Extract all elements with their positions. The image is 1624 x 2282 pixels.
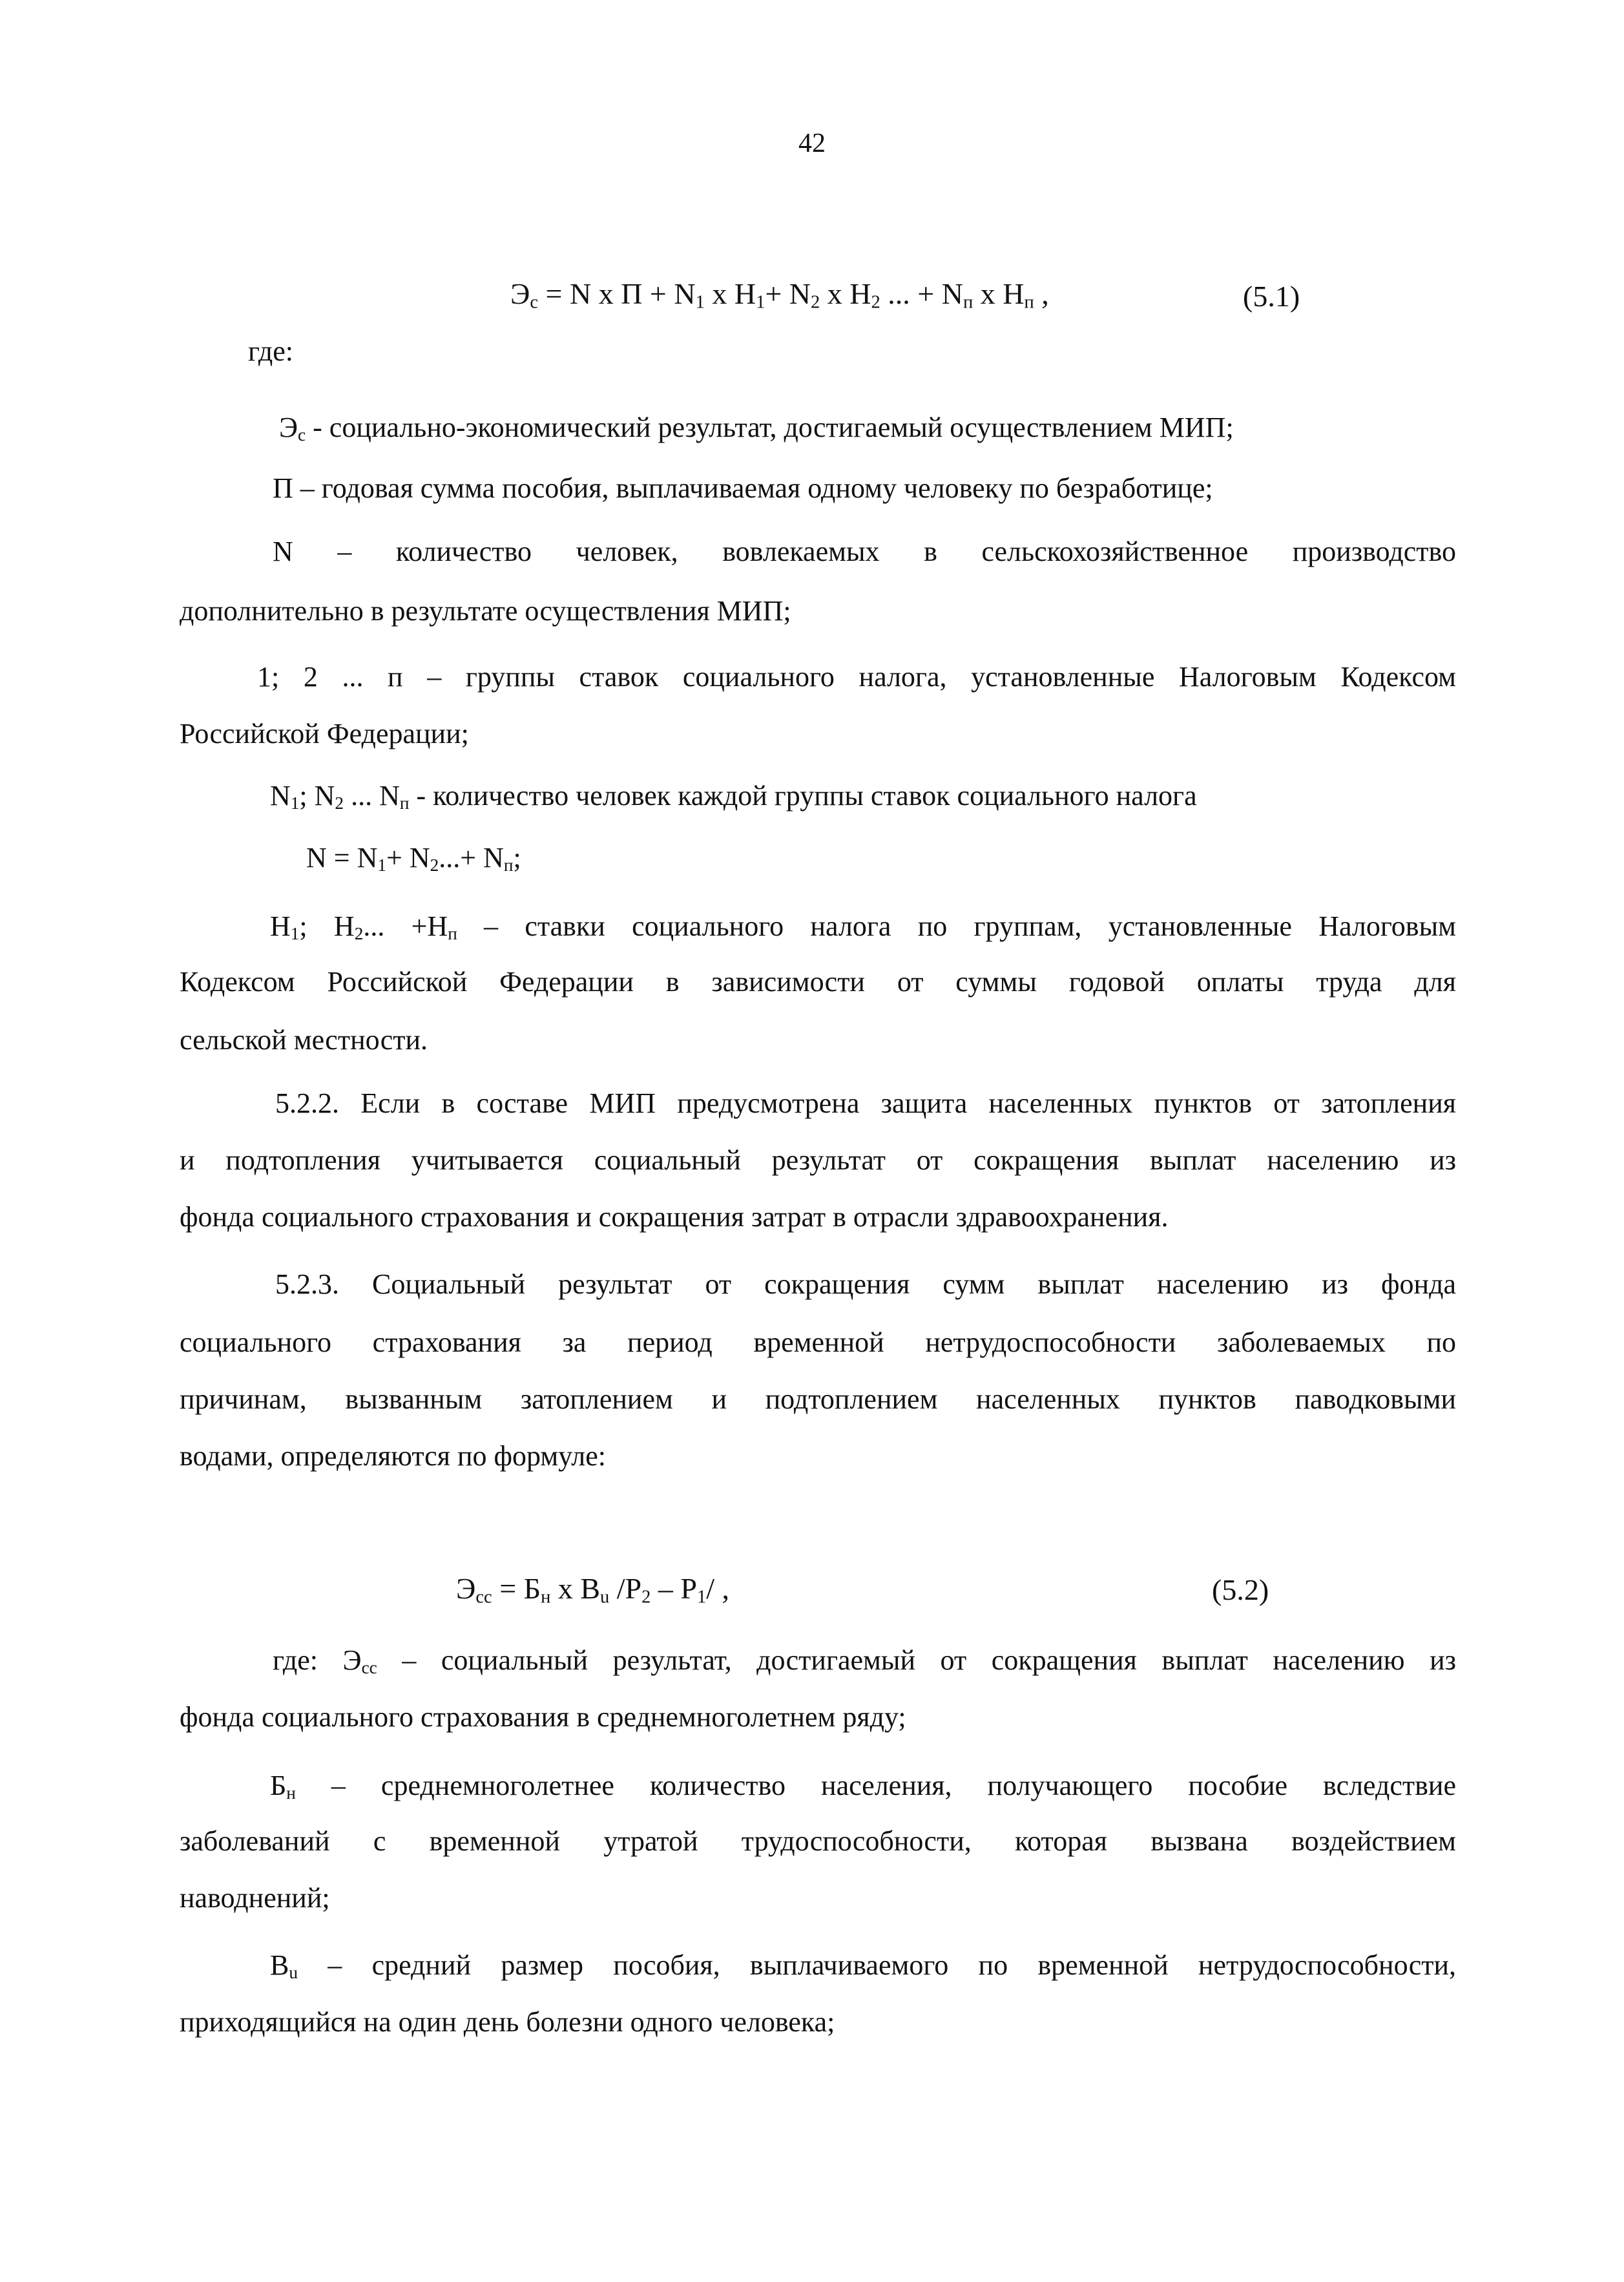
paragraph-5-2-2-line1: 5.2.2. Если в составе МИП предусмотрена защита населенных пунктов от затопления xyxy=(275,1087,1456,1119)
definition-n-sum: $N = N_1+ N_2...+ N_п$; xyxy=(306,842,521,875)
definition-bn-line3: наводнений; xyxy=(180,1882,330,1914)
definition-groups-line2: Российской Федерации; xyxy=(180,718,469,749)
formula-5-2-number: (5.2) xyxy=(1212,1573,1269,1606)
paragraph-5-2-3-line3: причинам, вызванным затоплением и подтоплением населенных пунктов паводковыми xyxy=(180,1383,1456,1415)
definition-rates-line1: $Н_1$; $Н_2$... $+Н_п$ – ставки социального налога по группам, установленные Налоговым xyxy=(270,910,1456,943)
formula-5-1-number: (5.1) xyxy=(1243,280,1300,313)
definition-groups-line1: 1; 2 ... п – группы ставок социального налога, установленные Налоговым Кодексом xyxy=(257,661,1456,693)
definition-rates-line3: сельской местности. xyxy=(180,1024,428,1056)
paragraph-5-2-3-line2: социального страхования за период временной нетрудоспособности заболеваемых по xyxy=(180,1326,1456,1358)
paragraph-5-2-3-line4: водами, определяются по формуле: xyxy=(180,1440,606,1472)
definition-rates-line2: Кодексом Российской Федерации в зависимости от суммы годовой оплаты труда для xyxy=(180,966,1456,998)
definition-ec: $Э_с$ - социально-экономический результат, достигаемый осуществлением МИП; xyxy=(279,412,1234,445)
definition-n-groups: $N_1$; $N_2$ ... $N_п$ - количество человек каждой группы ставок социального налога xyxy=(270,780,1197,813)
page-number: 42 xyxy=(798,129,826,158)
definition-n-line2: дополнительно в результате осуществления МИП; xyxy=(180,595,791,627)
formula-5-2: $Э_{сс} = Б_н$ x $В_u$ $/Р_2 - Р_1/$ , xyxy=(456,1572,730,1607)
definition-bn-line2: заболеваний с временной утратой трудоспособности, которая вызвана воздействием xyxy=(180,1825,1456,1857)
definition-vu-line2: приходящийся на один день болезни одного человека; xyxy=(180,2006,835,2038)
definition-p: П – годовая сумма пособия, выплачиваемая одному человеку по безработице; xyxy=(273,472,1213,504)
paragraph-5-2-3-line1: 5.2.3. Социальный результат от сокращения сумм выплат населению из фонда xyxy=(275,1268,1456,1300)
paragraph-5-2-2-line2: и подтопления учитывается социальный результат от сокращения выплат населению из xyxy=(180,1144,1456,1176)
where-label: где: xyxy=(248,335,293,367)
paragraph-5-2-2-line3: фонда социального страхования и сокращения затрат в отрасли здравоохранения. xyxy=(180,1201,1169,1233)
definition-ecc-line2: фонда социального страхования в среднемноголетнем ряду; xyxy=(180,1701,906,1733)
formula-5-1: $Э_с = N$ x $П + N_1$ x $Н_1+ N_2$ x $Н_2$ ... + $N_п$ x $Н_п$ , xyxy=(510,277,1049,313)
definition-vu-line1: $В_u$ – средний размер пособия, выплачиваемого по временной нетрудоспособности, xyxy=(270,1949,1456,1982)
definition-ecc-line1: где: $Э_{сс}$ – социальный результат, достигаемый от сокращения выплат населению из xyxy=(273,1644,1456,1677)
definition-n-line1: N – количество человек, вовлекаемых в сельскохозяйственное производство xyxy=(273,536,1456,567)
definition-bn-line1: $Б_н$ – среднемноголетнее количество населения, получающего пособие вследствие xyxy=(270,1770,1456,1803)
